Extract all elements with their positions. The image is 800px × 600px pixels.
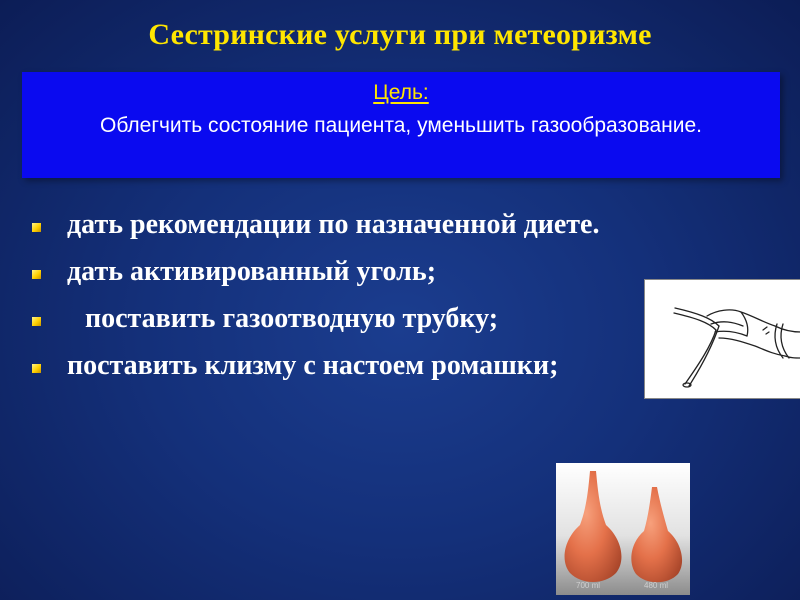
bullet-text: поставить газоотводную трубку; [85,303,499,334]
slide-title: Сестринские услуги при метеоризме [148,18,652,51]
bullet-item-enema [32,347,692,385]
goal-label: Цель: [373,81,429,104]
enema-bulbs-photo [556,463,690,595]
bulb-caption-right: 480 ml [644,581,669,590]
bullet-marker-icon [32,223,41,232]
goal-text: Облегчить состояние пациента, уменьшить газообразование. [99,114,703,137]
goal-box [22,72,780,178]
bullet-text: дать активированный уголь; [67,256,437,287]
bulb-caption-left: 700 ml [576,581,601,590]
rubber-bulb-icon [556,463,690,595]
bullet-marker-icon [32,317,41,326]
bullet-text: поставить клизму с настоем ромашки; [67,350,559,381]
bullet-marker-icon [32,364,41,373]
bullet-marker-icon [32,270,41,279]
bullet-item-gas-tube [32,300,692,338]
bullet-list [32,206,692,394]
bullet-text: дать рекомендации по назначенной диете. [67,209,600,240]
hand-with-tube-icon [645,280,800,398]
gas-tube-illustration [644,279,800,399]
bullet-item-diet [32,206,692,244]
bullet-item-charcoal [32,253,692,291]
